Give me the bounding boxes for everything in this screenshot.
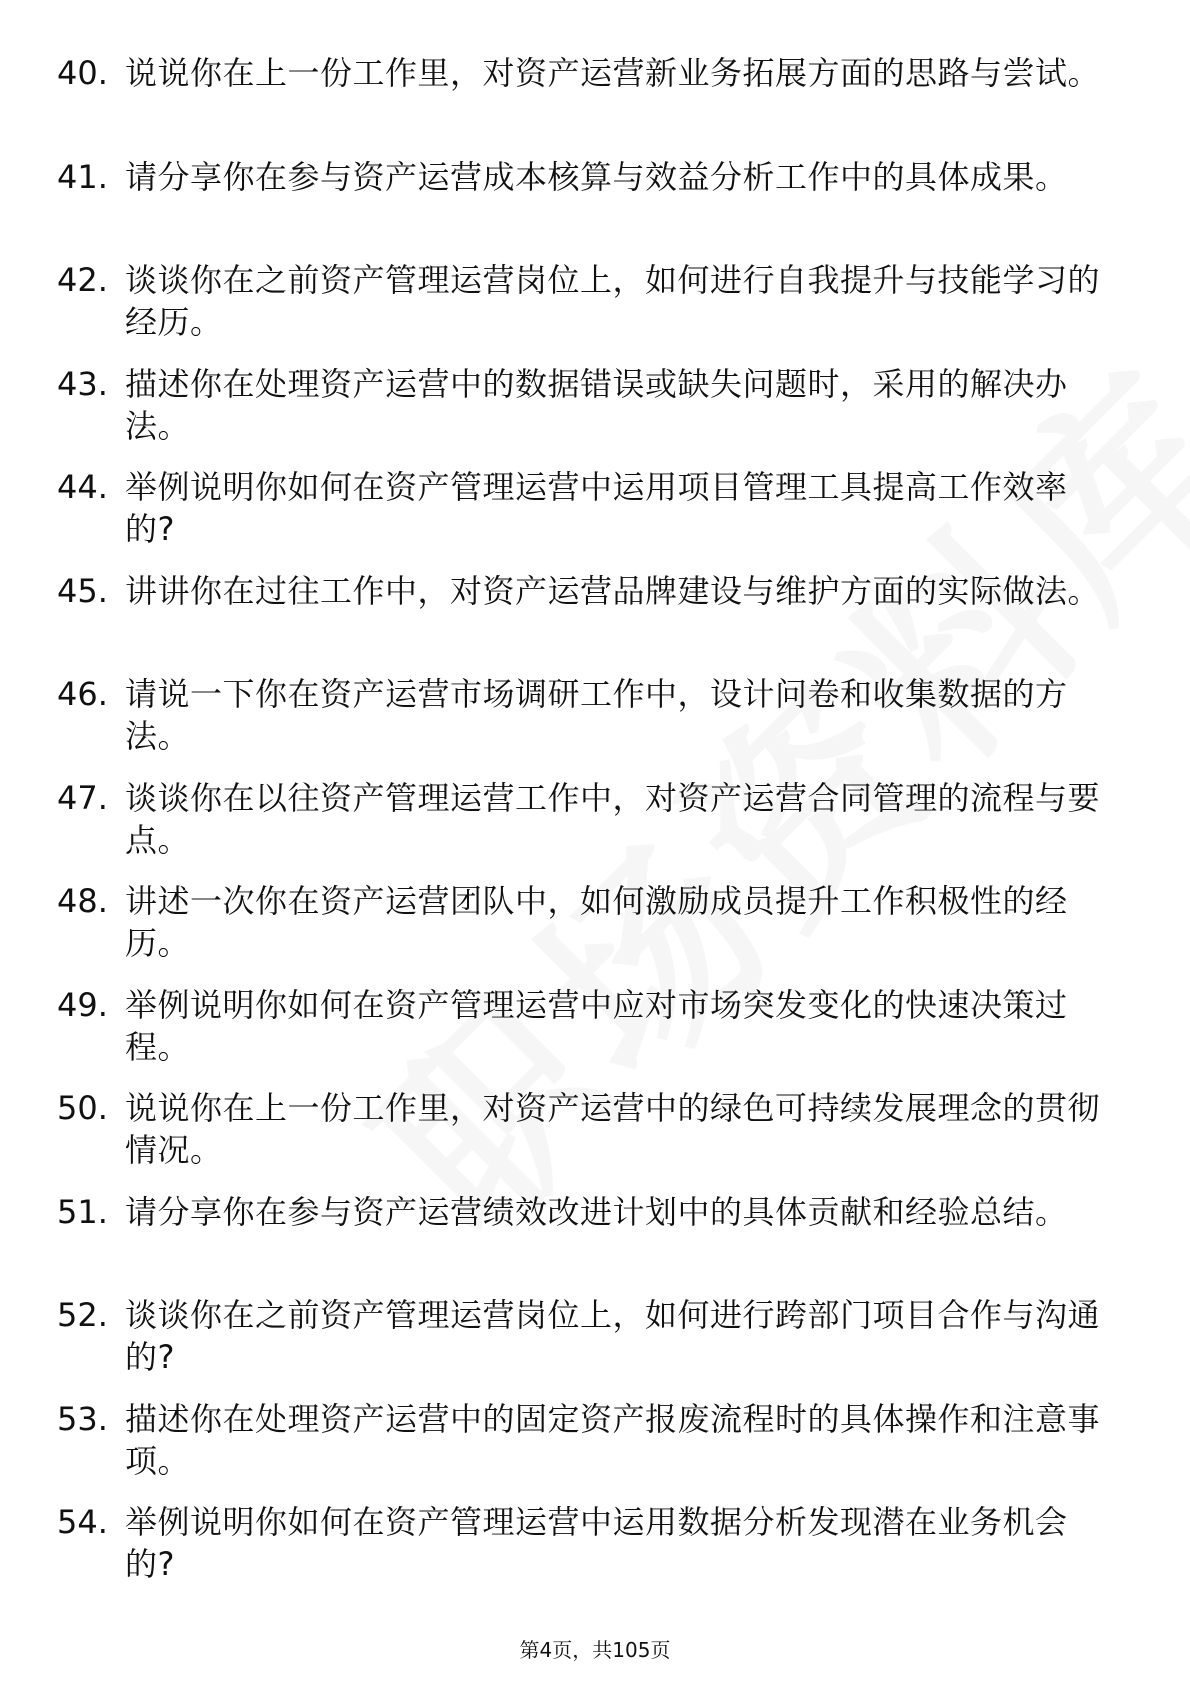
question-number: 41. — [57, 157, 108, 196]
question-text: 说说你在上一份工作里，对资产运营新业务拓展方面的思路与尝试。 — [125, 54, 1101, 92]
question-text: 请分享你在参与资产运营绩效改进计划中的具体贡献和经验总结。 — [125, 1192, 1068, 1231]
question-list — [57, 52, 1117, 1605]
question-text: 讲述一次你在资产运营团队中，如何激励成员提升工作积极性的经历。 — [125, 882, 1068, 962]
question-item — [57, 1191, 1117, 1295]
question-text: 谈谈你在之前资产管理运营岗位上，如何进行跨部门项目合作与沟通的? — [125, 1296, 1101, 1376]
question-item — [57, 466, 1117, 570]
question-item — [57, 1398, 1117, 1502]
question-text: 描述你在处理资产运营中的固定资产报废流程时的具体操作和注意事项。 — [125, 1399, 1101, 1480]
question-item — [57, 777, 1117, 881]
question-number: 40. — [57, 54, 108, 92]
question-text: 谈谈你在以往资产管理运营工作中，对资产运营合同管理的流程与要点。 — [125, 778, 1101, 859]
question-item — [57, 52, 1117, 156]
question-item — [57, 363, 1117, 467]
question-text: 举例说明你如何在资产管理运营中运用项目管理工具提高工作效率的? — [125, 468, 1068, 548]
question-item — [57, 1087, 1117, 1191]
question-number: 46. — [57, 675, 108, 713]
question-text: 讲讲你在过往工作中，对资产运营品牌建设与维护方面的实际做法。 — [125, 571, 1101, 610]
question-item — [57, 259, 1117, 363]
question-number: 50. — [57, 1089, 108, 1127]
question-text: 谈谈你在之前资产管理运营岗位上，如何进行自我提升与技能学习的经历。 — [125, 261, 1101, 341]
question-number: 53. — [57, 1399, 108, 1438]
question-number: 43. — [57, 364, 108, 403]
question-text: 说说你在上一份工作里，对资产运营中的绿色可持续发展理念的贯彻情况。 — [125, 1089, 1101, 1169]
question-item — [57, 156, 1117, 260]
question-item — [57, 1294, 1117, 1398]
question-number: 45. — [57, 571, 108, 610]
question-item — [57, 673, 1117, 777]
question-item — [57, 570, 1117, 674]
question-number: 47. — [57, 778, 108, 817]
question-text: 描述你在处理资产运营中的数据错误或缺失问题时，采用的解决办法。 — [125, 364, 1068, 445]
question-number: 42. — [57, 261, 108, 299]
question-number: 52. — [57, 1296, 108, 1334]
page-footer: 第4页，共105页 — [519, 1638, 671, 1662]
question-number: 48. — [57, 882, 108, 920]
question-item — [57, 1501, 1117, 1605]
question-number: 49. — [57, 985, 108, 1024]
question-item — [57, 880, 1117, 984]
question-number: 44. — [57, 468, 108, 506]
question-text: 请分享你在参与资产运营成本核算与效益分析工作中的具体成果。 — [125, 157, 1068, 196]
question-number: 54. — [57, 1503, 108, 1541]
question-text: 举例说明你如何在资产管理运营中应对市场突发变化的快速决策过程。 — [125, 985, 1068, 1066]
question-text: 请说一下你在资产运营市场调研工作中，设计问卷和收集数据的方法。 — [125, 675, 1068, 755]
question-text: 举例说明你如何在资产管理运营中运用数据分析发现潜在业务机会的? — [125, 1503, 1068, 1583]
question-number: 51. — [57, 1192, 108, 1231]
question-item — [57, 984, 1117, 1088]
